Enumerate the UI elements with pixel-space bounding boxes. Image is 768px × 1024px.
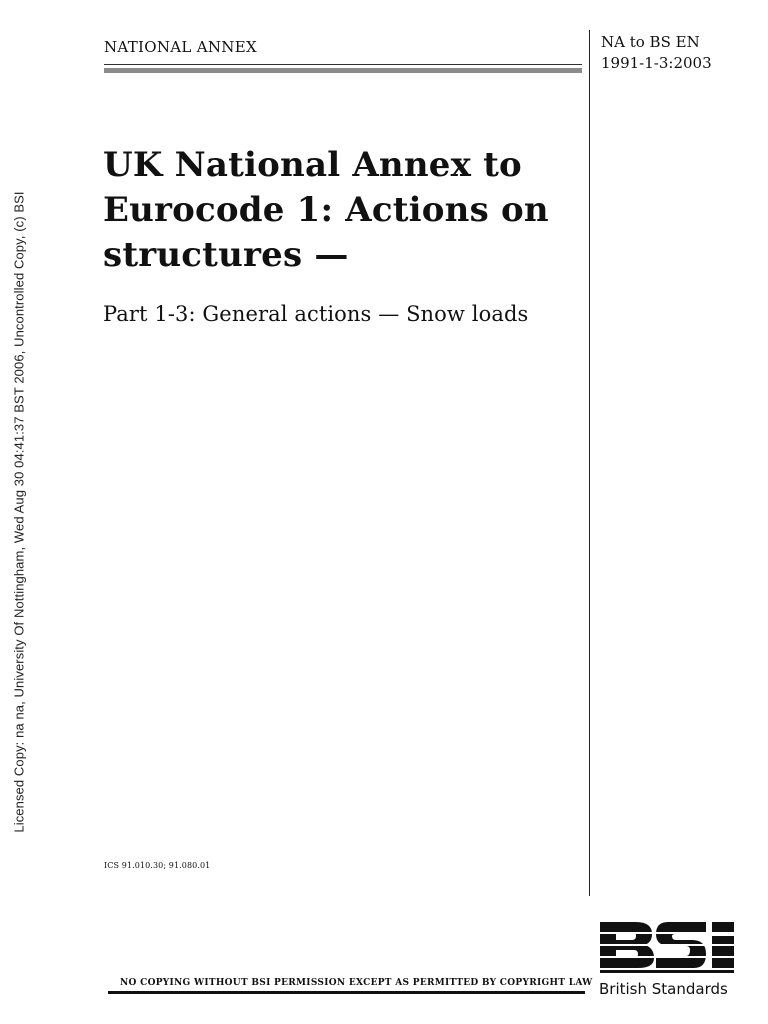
title-line-2: Eurocode 1: Actions on (103, 190, 549, 230)
bsi-wordmark-icon (598, 920, 738, 976)
document-subtitle: Part 1-3: General actions — Snow loads (103, 302, 529, 326)
title-line-3: structures — (103, 235, 349, 275)
copyright-notice: NO COPYING WITHOUT BSI PERMISSION EXCEPT AS PERMITTED BY COPYRIGHT LAW (120, 978, 593, 988)
license-notice: Licensed Copy: na na, University Of Nottingham, Wed Aug 30 04:41:37 BST 2006, Uncontrolled Copy, (c) BSI (11, 191, 27, 833)
footer-rule (108, 991, 585, 994)
header-rule (104, 64, 582, 74)
ics-code: ICS 91.010.30; 91.080.01 (104, 861, 211, 870)
column-divider (589, 30, 590, 896)
document-reference-line-2: 1991-1-3:2003 (601, 54, 712, 72)
document-reference-line-1: NA to BS EN (601, 33, 700, 51)
document-type-label: NATIONAL ANNEX (104, 38, 257, 56)
bsi-tagline: British Standards (599, 980, 728, 998)
title-line-1: UK National Annex to (103, 145, 522, 185)
document-title (103, 143, 583, 278)
document-reference (601, 32, 712, 74)
